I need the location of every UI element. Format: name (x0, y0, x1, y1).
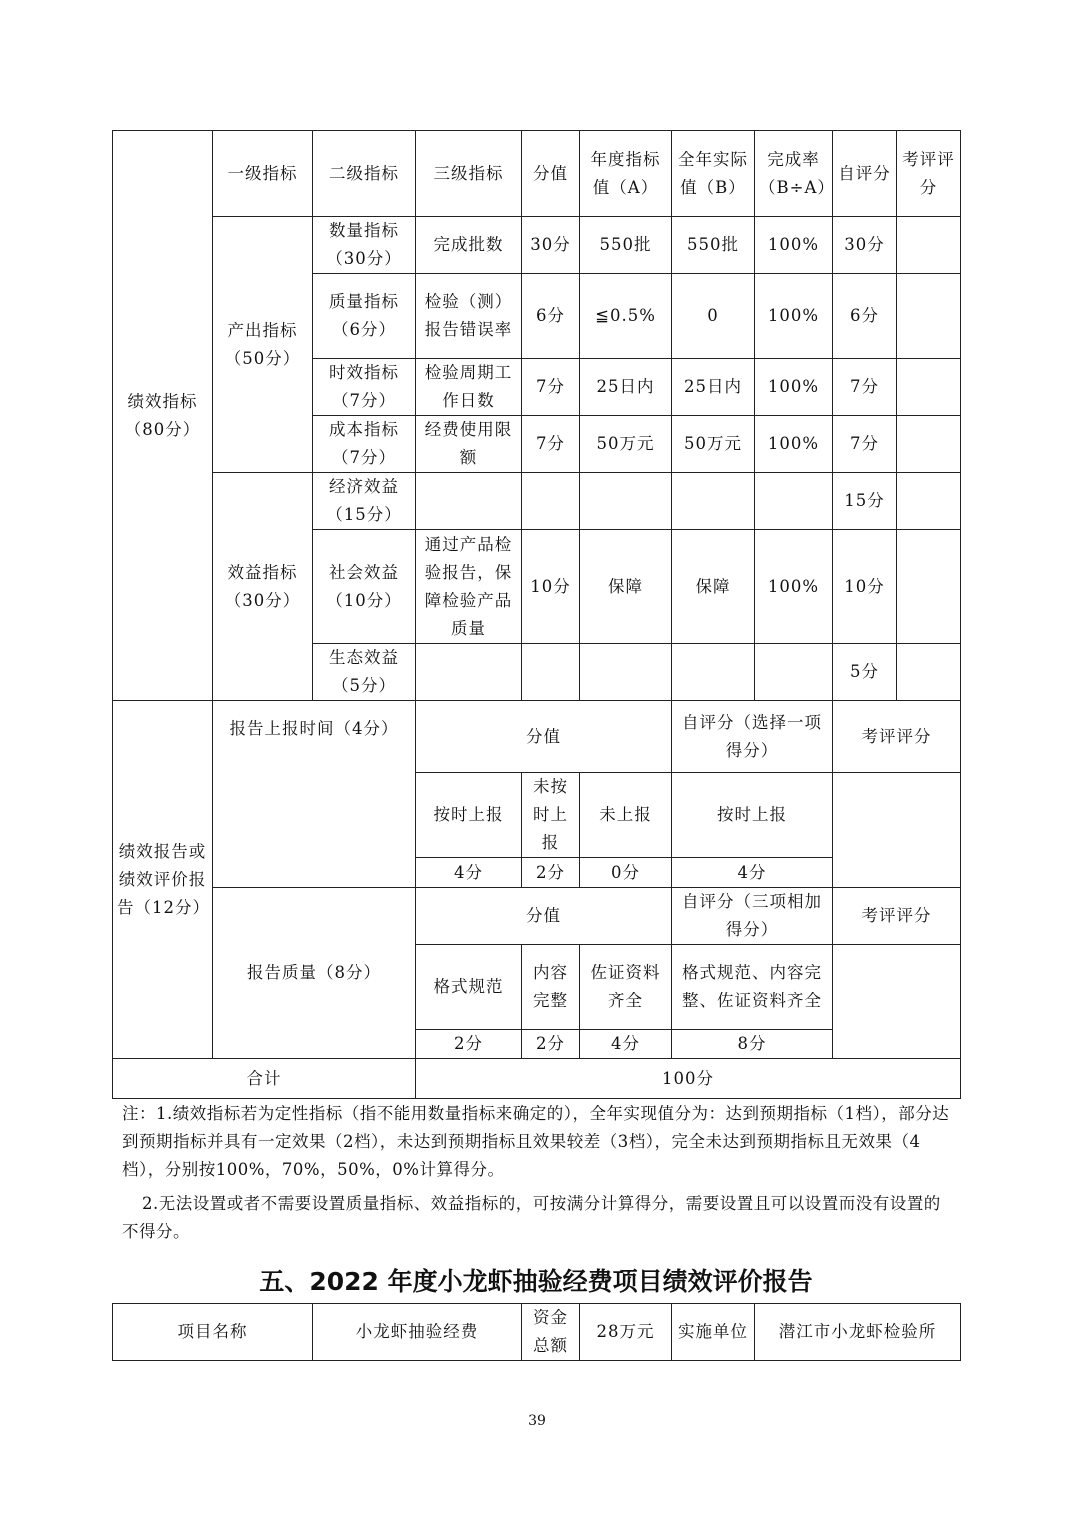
report-quality-opt2: 内容完整 (522, 945, 580, 1030)
project-info-table (112, 1303, 961, 1361)
implementing-unit-label: 实施单位 (672, 1304, 755, 1361)
report-quality-review-value (833, 945, 961, 1059)
ecological-self: 5分 (833, 644, 897, 701)
timeliness-l2: 时效指标（7分） (313, 359, 416, 416)
project-name-value: 小龙虾抽验经费 (313, 1304, 522, 1361)
cost-l3: 经费使用限额 (416, 416, 522, 473)
social-review (897, 530, 961, 644)
report-section-cell: 绩效报告或绩效评价报告（12分） (113, 701, 213, 1059)
cost-score: 7分 (522, 416, 580, 473)
report-quality-label: 报告质量（8分） (213, 888, 416, 1059)
report-time-self-header: 自评分（选择一项得分） (672, 701, 833, 773)
quality-l3: 检验（测）报告错误率 (416, 274, 522, 359)
social-self: 10分 (833, 530, 897, 644)
ecological-target (580, 644, 672, 701)
quality-review (897, 274, 961, 359)
quality-target: ≦0.5% (580, 274, 672, 359)
report-quality-opt3: 佐证资料齐全 (580, 945, 672, 1030)
cost-target: 50万元 (580, 416, 672, 473)
report-time-pts2: 2分 (522, 858, 580, 888)
header-score: 分值 (522, 131, 580, 217)
quality-score: 6分 (522, 274, 580, 359)
cost-l2: 成本指标（7分） (313, 416, 416, 473)
quantity-score: 30分 (522, 217, 580, 274)
cost-self: 7分 (833, 416, 897, 473)
timeliness-actual: 25日内 (672, 359, 755, 416)
timeliness-rate: 100% (755, 359, 833, 416)
perf-indicator-cell: 绩效指标（80分） (113, 131, 213, 701)
quality-actual: 0 (672, 274, 755, 359)
fund-total-value: 28万元 (580, 1304, 672, 1361)
economic-l3 (416, 473, 522, 530)
report-time-label: 报告上报时间（4分） (213, 701, 416, 888)
header-level2: 二级指标 (313, 131, 416, 217)
benefit-indicator-cell: 效益指标（30分） (213, 473, 313, 701)
timeliness-self: 7分 (833, 359, 897, 416)
report-quality-pts3: 4分 (580, 1030, 672, 1059)
section-title: 五、2022 年度小龙虾抽验经费项目绩效评价报告 (259, 1267, 813, 1296)
performance-table (112, 130, 961, 1099)
header-review-score: 考评评分 (897, 131, 961, 217)
ecological-actual (672, 644, 755, 701)
output-indicator-cell: 产出指标（50分） (213, 217, 313, 473)
implementing-unit-value: 潜江市小龙虾检验所 (755, 1304, 961, 1361)
social-l2: 社会效益（10分） (313, 530, 416, 644)
header-annual-target: 年度指标值（A） (580, 131, 672, 217)
social-actual: 保障 (672, 530, 755, 644)
header-self-score: 自评分 (833, 131, 897, 217)
ecological-review (897, 644, 961, 701)
social-rate: 100% (755, 530, 833, 644)
report-time-pts1: 4分 (416, 858, 522, 888)
social-l3: 通过产品检验报告，保障检验产品质量 (416, 530, 522, 644)
quality-self: 6分 (833, 274, 897, 359)
ecological-l3 (416, 644, 522, 701)
quantity-rate: 100% (755, 217, 833, 274)
header-actual: 全年实际值（B） (672, 131, 755, 217)
report-quality-opt1: 格式规范 (416, 945, 522, 1030)
social-score: 10分 (522, 530, 580, 644)
economic-l2: 经济效益（15分） (313, 473, 416, 530)
ecological-l2: 生态效益（5分） (313, 644, 416, 701)
quantity-l3: 完成批数 (416, 217, 522, 274)
report-time-opt1: 按时上报 (416, 773, 522, 858)
quality-l2: 质量指标（6分） (313, 274, 416, 359)
report-quality-review-header: 考评评分 (833, 888, 961, 945)
ecological-rate (755, 644, 833, 701)
report-time-score-header: 分值 (416, 701, 672, 773)
report-time-self-pts: 4分 (672, 858, 833, 888)
report-quality-self-header: 自评分（三项相加得分） (672, 888, 833, 945)
economic-actual (672, 473, 755, 530)
timeliness-l3: 检验周期工作日数 (416, 359, 522, 416)
quality-rate: 100% (755, 274, 833, 359)
header-level3: 三级指标 (416, 131, 522, 217)
report-quality-self-pts: 8分 (672, 1030, 833, 1059)
social-target: 保障 (580, 530, 672, 644)
timeliness-review (897, 359, 961, 416)
report-time-review-header: 考评评分 (833, 701, 961, 773)
economic-review (897, 473, 961, 530)
cost-actual: 50万元 (672, 416, 755, 473)
report-time-pts3: 0分 (580, 858, 672, 888)
cost-rate: 100% (755, 416, 833, 473)
report-time-opt3: 未上报 (580, 773, 672, 858)
header-level1: 一级指标 (213, 131, 313, 217)
project-name-label: 项目名称 (113, 1304, 313, 1361)
report-quality-pts2: 2分 (522, 1030, 580, 1059)
report-quality-score-header: 分值 (416, 888, 672, 945)
page-number: 39 (528, 1413, 546, 1429)
timeliness-target: 25日内 (580, 359, 672, 416)
quantity-l2: 数量指标（30分） (313, 217, 416, 274)
cost-review (897, 416, 961, 473)
report-quality-pts1: 2分 (416, 1030, 522, 1059)
economic-score (522, 473, 580, 530)
report-time-self-value: 按时上报 (672, 773, 833, 858)
economic-target (580, 473, 672, 530)
economic-self: 15分 (833, 473, 897, 530)
total-value: 100分 (416, 1059, 961, 1099)
quantity-actual: 550批 (672, 217, 755, 274)
economic-rate (755, 473, 833, 530)
report-time-review-value (833, 773, 961, 888)
ecological-score (522, 644, 580, 701)
quantity-target: 550批 (580, 217, 672, 274)
timeliness-score: 7分 (522, 359, 580, 416)
header-rate: 完成率（B÷A） (755, 131, 833, 217)
quantity-review (897, 217, 961, 274)
report-quality-self-value: 格式规范、内容完整、佐证资料齐全 (672, 945, 833, 1030)
fund-total-label: 资金总额 (522, 1304, 580, 1361)
total-label: 合计 (113, 1059, 416, 1099)
report-time-opt2: 未按时上报 (522, 773, 580, 858)
note-2: 2.无法设置或者不需要设置质量指标、效益指标的，可按满分计算得分，需要设置且可以设置而没有设置的不得分。 (122, 1194, 941, 1241)
quantity-self: 30分 (833, 217, 897, 274)
note-1: 注：1.绩效指标若为定性指标（指不能用数量指标来确定的），全年实现值分为：达到预期指标（1档），部分达到预期指标并具有一定效果（2档），未达到预期指标且效果较差（3档），完全未达到预期指标且无效果（4档），分别按100%，70%，50%，0%计算得分。 (122, 1104, 950, 1179)
